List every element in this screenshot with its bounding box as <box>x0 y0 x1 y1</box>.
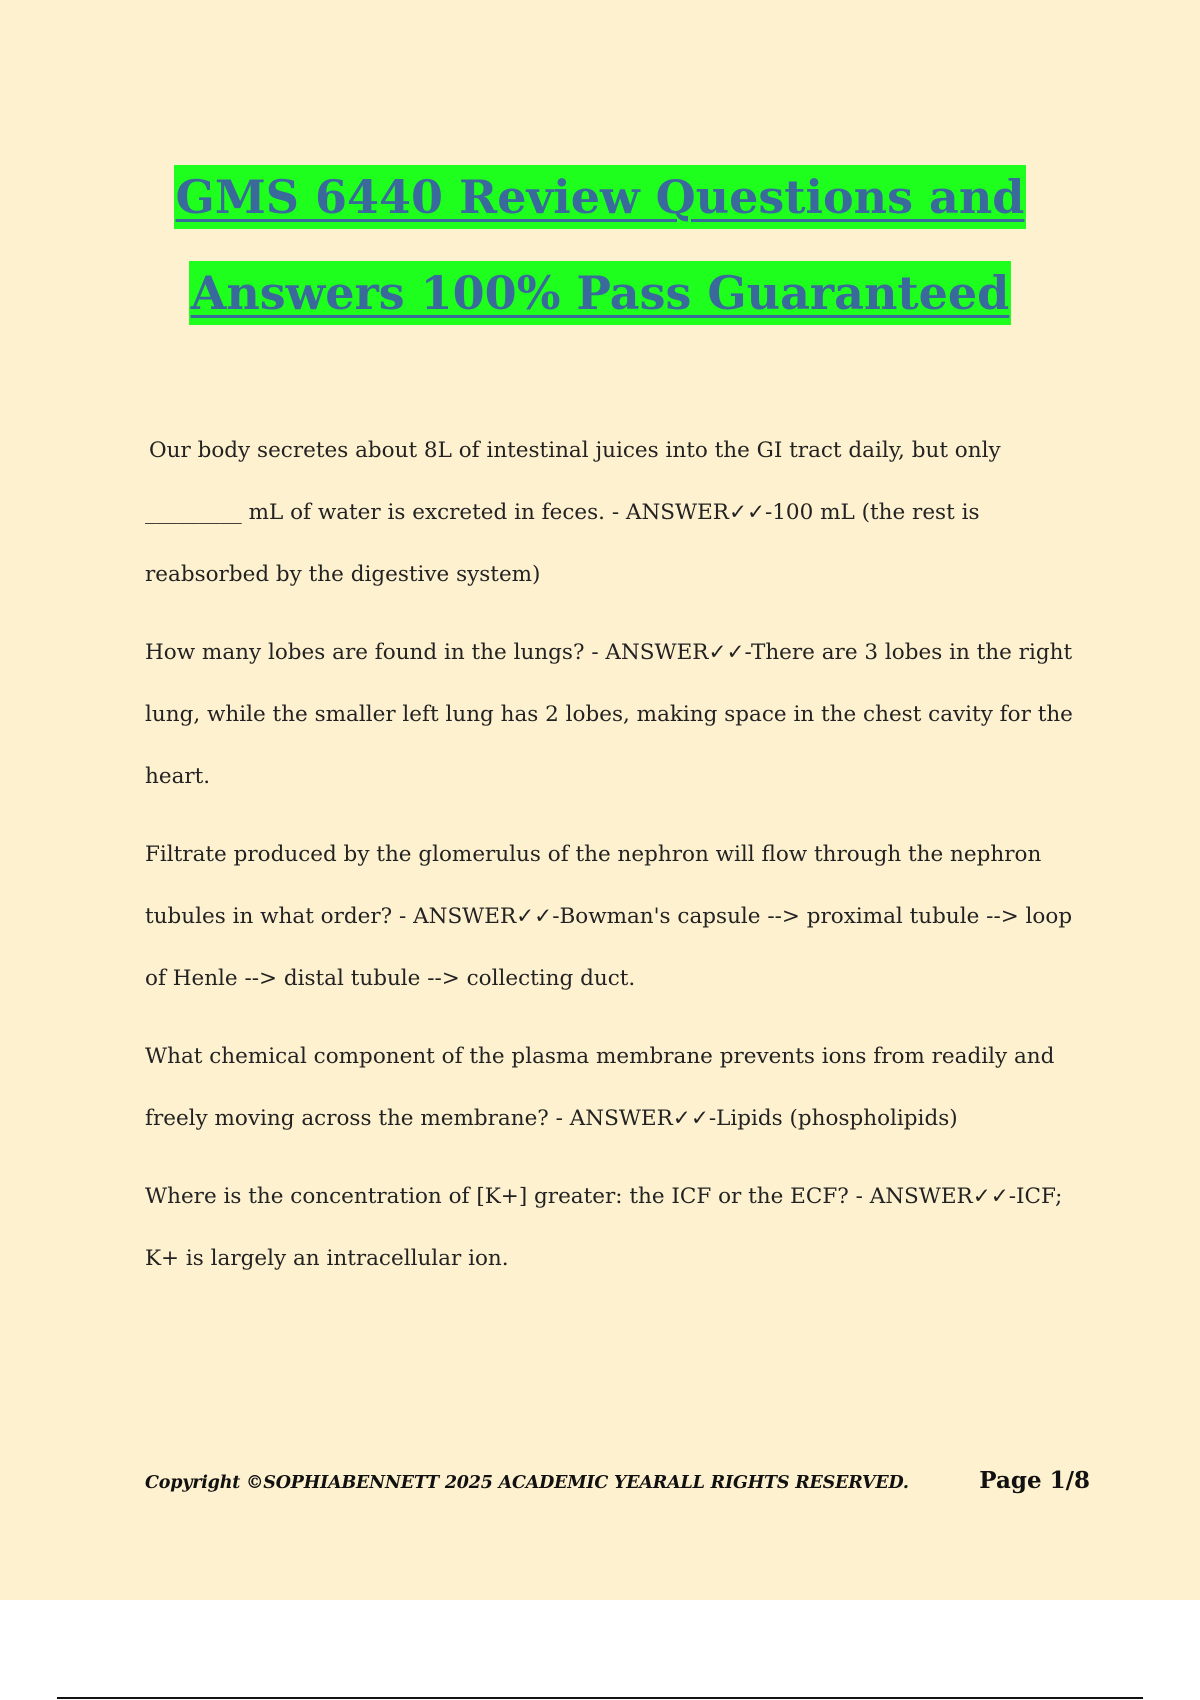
qa-item: Our body secretes about 8L of intestinal juices into the GI tract daily, but only _________ mL of water is excreted in feces. - ANSWER✓✓-100 mL (the rest is reabsorbed by the digestive system) <box>145 438 1001 587</box>
qa-item: Where is the concentration of [K+] greater: the ICF or the ECF? - ANSWER✓✓-ICF; K+ is largely an intracellular ion. <box>145 1184 1063 1271</box>
page-number: Page 1/8 <box>979 1467 1090 1494</box>
qa-list <box>145 420 1080 1306</box>
qa-item: How many lobes are found in the lungs? - ANSWER✓✓-There are 3 lobes in the right lung, while the smaller left lung has 2 lobes, making space in the chest cavity for the heart. <box>145 640 1073 789</box>
document-title <box>0 165 1200 325</box>
title-line-1: GMS 6440 Review Questions and <box>174 165 1027 229</box>
title-line-2: Answers 100% Pass Guaranteed <box>189 261 1012 325</box>
page-divider <box>57 1697 1143 1699</box>
qa-item: What chemical component of the plasma membrane prevents ions from readily and freely moving across the membrane? - ANSWER✓✓-Lipids (phospholipids) <box>145 1044 1055 1131</box>
qa-item: Filtrate produced by the glomerulus of the nephron will flow through the nephron tubules in what order? - ANSWER✓✓-Bowman's capsule --> proximal tubule --> loop of Henle --> distal tubule --> collecting duct. <box>145 842 1073 991</box>
copyright-notice: Copyright ©SOPHIABENNETT 2025 ACADEMIC YEARALL RIGHTS RESERVED. <box>145 1473 909 1493</box>
